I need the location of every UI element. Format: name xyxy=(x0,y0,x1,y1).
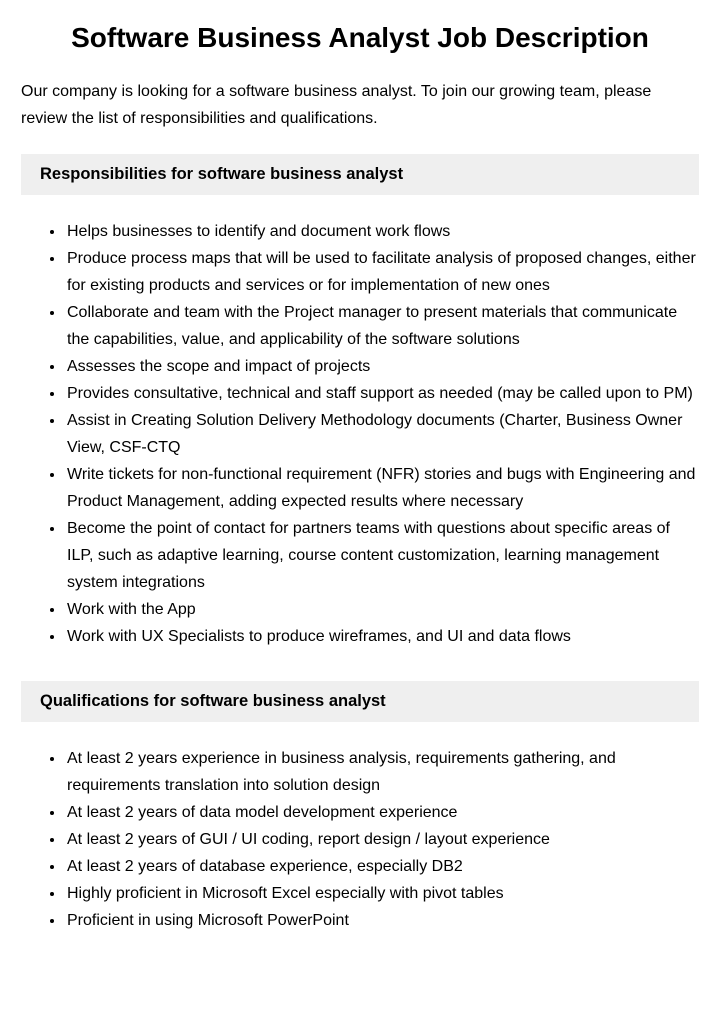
intro-paragraph: Our company is looking for a software business analyst. To join our growing team, please review the list of responsibilities and qualifications. xyxy=(21,83,652,127)
list-item: • Assist in Creating Solution Delivery Methodology documents (Charter, Business Owner View, CSF-CTQ xyxy=(65,407,699,461)
list-item: • Produce process maps that will be used to facilitate analysis of proposed changes, either for existing products and services or for implementation of new ones xyxy=(65,245,699,299)
list-item: • At least 2 years experience in business analysis, requirements gathering, and requirements translation into solution design xyxy=(65,745,699,799)
list-item: • Work with UX Specialists to produce wireframes, and UI and data flows xyxy=(65,623,699,650)
list-item: • Highly proficient in Microsoft Excel especially with pivot tables xyxy=(65,880,699,907)
list-item: • Proficient in using Microsoft PowerPoint xyxy=(65,907,699,934)
list-item: • Write tickets for non-functional requirement (NFR) stories and bugs with Engineering and Product Management, adding expected results where necessary xyxy=(65,461,699,515)
qualifications-section-header: Qualifications for software business analyst xyxy=(21,681,699,722)
list-item: • Collaborate and team with the Project manager to present materials that communicate the capabilities, value, and applicability of the software solutions xyxy=(65,299,699,353)
list-item: • At least 2 years of data model development experience xyxy=(65,799,699,826)
list-item: • Work with the App xyxy=(65,596,699,623)
page-title: Software Business Analyst Job Description xyxy=(71,22,649,53)
list-item: • Become the point of contact for partners teams with questions about specific areas of ILP, such as adaptive learning, course content customization, learning management system integrations xyxy=(65,515,699,596)
list-item: • Provides consultative, technical and staff support as needed (may be called upon to PM) xyxy=(65,380,699,407)
responsibilities-section-header: Responsibilities for software business analyst xyxy=(21,154,699,195)
list-item: • Helps businesses to identify and document work flows xyxy=(65,218,699,245)
list-item: • At least 2 years of GUI / UI coding, report design / layout experience xyxy=(65,826,699,853)
responsibilities-list xyxy=(21,218,699,650)
list-item: • Assesses the scope and impact of projects xyxy=(65,353,699,380)
list-item: • At least 2 years of database experience, especially DB2 xyxy=(65,853,699,880)
qualifications-list xyxy=(21,745,699,934)
